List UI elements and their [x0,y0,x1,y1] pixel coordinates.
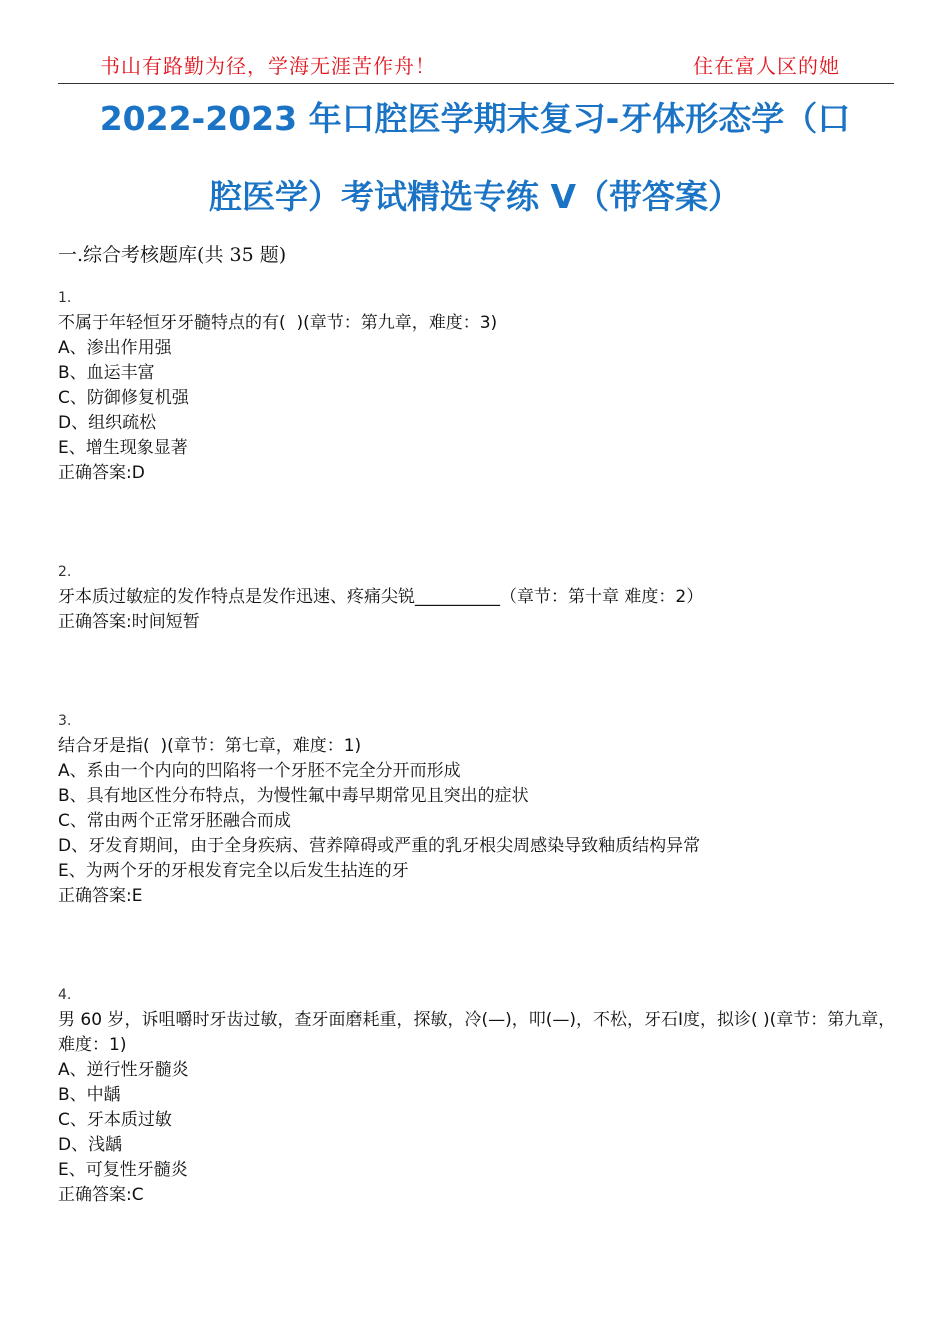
option-a: A、系由一个内向的凹陷将一个牙胚不完全分开而形成 [58,761,461,781]
question-2 [58,563,898,635]
question-1 [58,289,898,486]
option-b: B、中龋 [58,1085,121,1105]
question-4 [58,986,898,1208]
correct-answer: 正确答案:时间短暂 [58,612,200,632]
title-line-2: 腔医学）考试精选专练 V（带答案） [208,177,742,216]
header-author: 住在富人区的她 [693,54,840,78]
question-number: 3. [58,713,72,729]
title-line-1: 2022-2023 年口腔医学期末复习-牙体形态学（口 [99,99,851,138]
question-stem: 结合牙是指( )(章节：第七章，难度：1) [58,736,362,756]
correct-answer: 正确答案:D [58,463,145,483]
option-c: C、防御修复机强 [58,388,189,408]
option-a: A、渗出作用强 [58,338,172,358]
option-d: D、浅龋 [58,1135,123,1155]
question-number: 2. [58,564,72,580]
correct-answer: 正确答案:C [58,1185,144,1205]
option-d: D、组织疏松 [58,413,157,433]
question-3 [58,712,898,909]
option-e: E、为两个牙的牙根发育完全以后发生拈连的牙 [58,861,409,881]
question-number: 1. [58,290,72,306]
question-stem: 不属于年轻恒牙牙髓特点的有( )(章节：第九章，难度：3) [58,313,498,333]
correct-answer: 正确答案:E [58,886,143,906]
option-a: A、逆行性牙髓炎 [58,1060,189,1080]
option-d: D、牙发育期间，由于全身疾病、营养障碍或严重的乳牙根尖周感染导致釉质结构异常 [58,836,701,856]
option-c: C、常由两个正常牙胚融合而成 [58,811,291,831]
header-motto: 书山有路勤为径，学海无涯苦作舟！ [100,54,436,78]
question-stem: 牙本质过敏症的发作特点是发作迅速、疼痛尖锐__________（章节：第十章 难度：2） [58,587,704,607]
option-e: E、可复性牙髓炎 [58,1160,188,1180]
question-stem: 男 60 岁，诉咀嚼时牙齿过敏，查牙面磨耗重，探敏，冷(—)，叩(—)，不松，牙石Ⅰ度，拟诊( )(章节：第九章，难度：1) [58,1010,896,1055]
option-b: B、血运丰富 [58,363,155,383]
section-heading: 一.综合考核题库(共 35 题) [58,244,287,266]
option-b: B、具有地区性分布特点，为慢性氟中毒早期常见且突出的症状 [58,786,529,806]
option-c: C、牙本质过敏 [58,1110,172,1130]
option-e: E、增生现象显著 [58,438,188,458]
document-title [60,80,890,236]
question-number: 4. [58,987,72,1003]
